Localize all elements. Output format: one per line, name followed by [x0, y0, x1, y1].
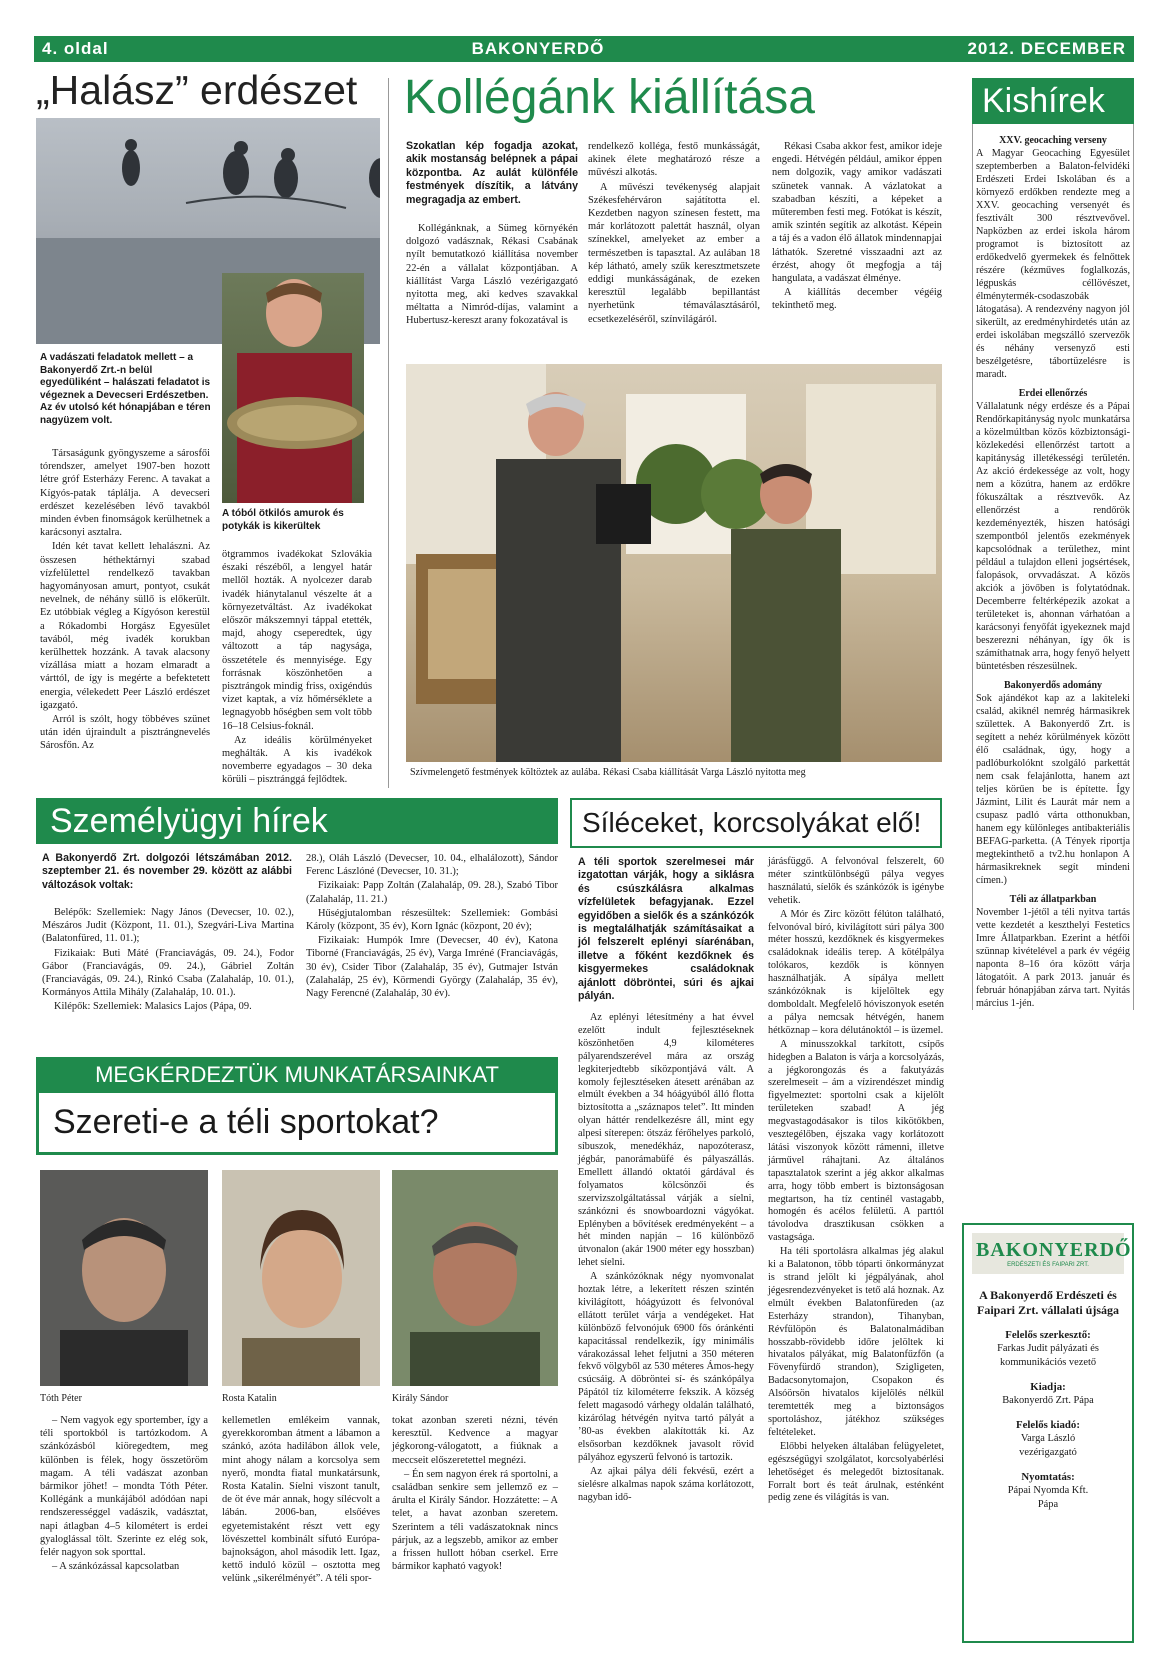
kishirek-text: Sok ajándékot kap az a lakiteleki család, akiknél nemrég hármasikrek születtek. A Bakonyerdő Zrt. is segített a nehéz körülmények között élő családnak, úgy, hogy a padlóburkolóknt szolgáló parkettát nem csak felajánlotta, hanem azt teljes körűen be is építette. Így Jázmint, Lilit és Laurát már nem a csupasz padló várta otthonukban, hanem egy különleges antibakteriális BEFAG-parketta. (A Tények riportja megtekinthető a tv2.hu honlapon A hármasikreknek segít mindeni címen.) [976, 693, 1130, 886]
imprint-value: Pápai Nyomda Kft. Pápa [1007, 1485, 1089, 1510]
paragraph: Hűségjutalomban részesültek: Szellemiek: Gombási Károly (központ, 35 év), Korn Ignác (központ, 20 év); [306, 907, 558, 933]
company-logo [972, 1233, 1132, 1274]
kishirek-title: Kishírek [972, 78, 1134, 124]
interview-col1 [40, 1414, 208, 1574]
paragraph: Fizikaiak: Buti Máté (Franciavágás, 09. 24.), Fodor Gábor (Franciavágás, 09. 24.), Gábriel Zoltán (Franciavágás, 09. 24.), Rinkó Csaba (Zalahaláp, 10. 01.), Kormányos Attila Mihály (Zalahaláp, 10. 01.). [42, 947, 294, 999]
paragraph: Belépők: Szellemiek: Nagy János (Devecser, 10. 02.), Mészáros Judit (Központ, 11. 01.), Szegvári-Liva Martina (Balatonfüred, 11. 01.); [42, 907, 294, 945]
paragraph: A szánkózóknak négy nyomvonalat hoztak létre, a lekerített részen szintén kivilágított, hóágyúzott és felvonóval ellátott terület várja a vendégeket. Hat különböző felvonójuk 6900 fős óránkénti kapacitással rendelkezik, így minimális várakozással lehet feljutni a 350 méteren fekvő völgyből az 530 méteres Ámos-hegy csúcsáig. A döbröntei sí- és szánkópálya Pápától tíz kilométerre fekszik. A község felett magasodó várhegy oldalán található, kizárólag hétvégén nyitva tartó pályát a ’80-as években alakították ki. Az elsősorban kezdőknek javasolt rövid pályához egyszerű felvonó is tartozik. [578, 1271, 754, 1463]
kishirek-text: Vállalatunk négy erdésze és a Pápai Rendőrkapitányság nyolc munkatársa a közelmúltban közös közbiztonsági-közlekedési ellenőrzést tartott a kapitányság illetékességi területén. Az akció érdekessége az volt, hogy nem a közútra, hanem az erdőkre fókuszáltak a résztvevők. Az ellenőrzést a rendőrök kezdeményezték, hiszen hatósági szempontból jelentős ezekmények kapcsolódnak a területhez, mint például a tulajdon elleni jogsértések, falopások, orvvadászat. A közös akciók a jövőben is folytatódnak. Decemberre feltérképezik azokat a területeket is, ahonnan várhatóan a karácsonyi fenyőfát igyekeznek majd beszerezni néhányan, így ők is számíthatnak arra, hogy fenyő helyett büntetésben részesülnek. [976, 401, 1130, 672]
imprint-value: Farkas Judit pályázati és kommunikációs vezető [997, 1343, 1099, 1368]
paragraph: Az eplényi létesítmény a hat évvel ezelőtt indult fejlesztéseknek köszönhetően 4,9 kilométeres pályarendszerével mára az ország legkiterjedtebb síközpontjává vált. A komoly fejlesztéseken átesett arénában az elmúlt években a 34 hóágyúból álló flotta biztosította a „száznapos telet”. Itt minden olyan háttér rendelkezésre áll, mint egy alpesi síterepen: ötszáz férőhelyes parkoló, síbuszok, menedékház, napozóterasz, jégbár, panorámabüfé és pályaszállás. Emellett állandó oktatói gárdával és folyamatos kölcsönzői és szervizszolgáltatással várják a síelni, szánkózni és snowboardozni vágyókat. Eplényben a bővítések eredményeként – a hét minden napján – 16 különböző útvonalon (akár 1900 méter egy hosszban) lehet síelni. [578, 1012, 754, 1269]
portrait-rosta [222, 1170, 380, 1386]
fish-caption: A tóból ötkilós amurok és potykák is kikerültek [222, 508, 344, 532]
imprint-details [972, 1328, 1124, 1512]
kishirek-heading: XXV. geocaching verseny [999, 135, 1107, 146]
paragraph: A művészi tevékenység alapjait Székesfehérváron sajátította el. Kezdetben nagyon színesen festett, ma már korlátozott palettát használ, olyan színekkel, amelyeket az ember a természetben is tapasztal. Az aulában 18 kép látható, amely szűk keresztmetszete eddigi munkásságának, de ezeken keresztül legalább bepillantást nyerhetünk témaválasztásáról, ecsetkezeléséről, színvilágáról. [588, 181, 760, 325]
paragraph: 28.), Oláh László (Devecser, 10. 04., elhalálozott), Sándor Ferenc Lászlóné (Devecser, 10. 31.); [306, 853, 558, 878]
page-header [34, 36, 1134, 62]
logo-subtext: ERDÉSZETI ÉS FAIPARI ZRT. [1007, 1262, 1089, 1268]
paper-name: BAKONYERDŐ [471, 39, 605, 58]
paragraph: Idén két tavat kellett lehalászni. Az összesen héthektárnyi szabad vízfelülettel rendelkező tavakban hagyományosan amurt, pontyot, csukát nevelnek, de néhány süllő is előkerült. Ez utóbbiak végleg a Kígyóson kerestül a Rókadombi Horgász Egyesület tavából, még ivadék korukban kerülhettek hozzánk. A tavak alacsony vízállása miatt a hozam elmaradt a várttól, de így is megérte a befektetett energia, vélekedett Peer László erdészet igazgató. [40, 541, 210, 711]
imprint-value: Bakonyerdő Zrt. Pápa [1002, 1395, 1094, 1406]
sileceket-col1 [578, 1012, 754, 1505]
kishirek-heading: Erdei ellenőrzés [1018, 388, 1088, 399]
kishirek-list [972, 124, 1134, 1010]
szemelyugy-lead: A Bakonyerdő Zrt. dolgozói létszámában 2012. szeptember 21. és november 29. között az alábbi változások voltak: [42, 852, 292, 891]
kishirek-sidebar [972, 78, 1134, 1010]
paragraph: Fizikaiak: Humpók Imre (Devecser, 40 év), Katona Tiborné (Franciavágás, 25 év), Varga Imréné (Franciavágás, 30 év), Csider Tibor (Zalahaláp, 35 év), Gutmajer István (Zalahaláp, 25 év), Körmendi György (Zalahaláp, 35 év), Nagy Ferencné (Zalahaláp, 30 év). [306, 935, 558, 1000]
imprint-box [962, 1223, 1134, 1643]
kiallitas-col2 [588, 140, 760, 327]
halasz-col2 [222, 548, 372, 788]
fish-holder-photo [222, 273, 364, 503]
interview-kicker: MEGKÉRDEZTÜK MUNKATÁRSAINKAT [36, 1057, 558, 1093]
paragraph: Az ajkai pálya déli fekvésű, ezért a síelésre alkalmas napok száma korlátozott, nagyban idő- [578, 1465, 754, 1503]
exhibition-photo [406, 364, 942, 762]
interview-col2 [222, 1414, 380, 1587]
halasz-title: „Halász” erdészet [36, 67, 358, 113]
paragraph: A Mór és Zirc között félúton található, felvonóval bíró, kivilágított súri pálya 300 méter hosszú, kezdőknek és kisgyermekes családoknak ideális terep. A kötélpálya tolókaros, kezdők is könnyen használhatják. A sípálya mellett szánkózóknak is kijelöltek egy domboldalt. Megfelelő hóviszonyok esetén a pálya nemcsak hétvégén, hanem hétköznap – kora délutánoktól – is üzemel. [768, 908, 944, 1036]
interview-title: Szereti-e a téli sportokat? [36, 1093, 558, 1155]
portrait-kiraly [392, 1170, 558, 1386]
exhibition-caption: Szívmelengető festmények költöztek az aulába. Rékasi Csaba kiállítását Varga László nyitotta meg [410, 767, 806, 778]
interview-col3 [392, 1414, 558, 1574]
halasz-col1 [40, 447, 210, 754]
kiallitas-col1 [406, 222, 578, 329]
paragraph: tokat azonban szereti nézni, tévén keresztül. Kedvence a magyar jégkorong-válogatott, a fiúknak a meccseit előszeretettel megnézi. [392, 1415, 558, 1466]
imprint-label: Nyomtatás: [1021, 1471, 1075, 1483]
szemelyugy-title: Személyügyi hírek [36, 798, 558, 844]
paragraph: Az ideális körülményeket meghálták. A kis ivadékok novemberre egyadagos – 30 deka körüli – pisztránggá fejlődtek. [222, 734, 372, 786]
imprint-label: Felelős kiadó: [1016, 1419, 1080, 1431]
name-rosta: Rosta Katalin [222, 1393, 277, 1404]
name-toth: Tóth Péter [40, 1393, 82, 1404]
paragraph: ötgrammos ivadékokat Szlovákia északi részéből, a lengyel határ mellől hozták. A nyolcezer darab ivadék hiánytalanul vészelte át a környezetváltást. Az ivadékokat először mákszemnyi táppal etették, majd, ahogy cseperedtek, úgy változott a táp nagysága, összetétele és mennyisége. Egy forrásnak köszönhetően a pisztrángok mindig friss, oxigéndús vizet kaptak, a víz hőmérséklete a legnagyobb hőségben sem volt több 16–18 Celsius-foknál. [222, 549, 372, 732]
paragraph: Kilépők: Szellemiek: Malasics Lajos (Pápa, 09. [54, 1001, 252, 1013]
paragraph: – Nem vagyok egy sportember, így a téli sportokból is tartózkodom. A szánkózásból kiöregedtem, meg különben is félek, hogy összetöröm magam. A téli vadászat azonban bármikor jöhet! – mondta Tóth Péter. Kollégánk a munkájából adódóan napi rendszerességgel vadászik, vadásztat, napi átlagban 4–5 kilométert is erdei gyaloglással tölt. Szerinte ez elég sok, felér nagyon sok sporttal. [40, 1415, 208, 1559]
page-number: 4. oldal [42, 39, 109, 58]
fishing-caption: A vadászati feladatok mellett – a Bakonyerdő Zrt.-n belül egyedüliként – halászati feladatot is végeznek a Devecseri Erdészetben. Az év utolsó két hónapjában e téren nagyüzem volt. [40, 352, 211, 426]
paragraph: A minusszokkal tarkított, csípős hidegben a Balaton is várja a korcsolyázás, a jégkorongozás és a fakutyázás szerelmeseit – ám a vízirendészet mindig figyelmeztet: sportolni csak a kijelölt területeken szabad! A jég megvastagodásakor is tilos kikötőkben, vesztegélőben, éjszaka vagy korlátozott látási viszonyok között rámenni, illetve járművel ráhajtani. Az általános tapasztalatok szerint a jég akkor alkalmas arra, hogy több embert is biztonságosan megtartson, ha tíz centinél vastagabb, homogén és acélos felületű. A parttól távolodva drasztikusan csökken a vastagsága. [768, 1038, 944, 1244]
paragraph: Előbbi helyeken általában felügyeletet, egészségügyi szolgálatot, korcsolyabérlési lehetőséget és melegedőt biztosítanak. Forralt bort és teát árulnak, esténként pedig zene és világítás is van. [768, 1440, 944, 1504]
kiallitas-col3 [772, 140, 942, 314]
kishirek-heading: Bakonyerdős adomány [1003, 680, 1103, 691]
paragraph: rendelkező kolléga, festő munkásságát, akinek élete meghatározó része a művészi alkotás. [588, 141, 760, 179]
kiallitas-title: Kollégánk kiállítása [404, 71, 815, 124]
portrait-toth [40, 1170, 208, 1386]
issue-date: 2012. DECEMBER [967, 39, 1126, 58]
paragraph: Társaságunk gyöngyszeme a sárosfői tórendszer, amelyet 1907-ben hozott létre gróf Esterházy Ferenc. A tavakat a Kígyós-patak táplálja. A devecseri erdészet kezelésében lévő tavakból minden évben finomságok kerülhetnek a karácsonyi asztalra. [40, 448, 210, 539]
paragraph: – Én sem nagyon érek rá sportolni, a családban senkire sem jellemző ez – árulta el Király Sándor. Hozzátette: – A telet, a havat azonban szeretem. Szerintem a téli vadászatoknak nincs párjuk, az a legszebb, amikor az ember a frissen hullott hóban cserkel. Erre bármikor kapható vagyok! [392, 1468, 558, 1573]
szemelyugy-col2 [306, 852, 558, 1001]
paragraph: A kiállítás december végéig tekinthető meg. [772, 287, 942, 312]
paragraph: járásfüggő. A felvonóval felszerelt, 60 méter szintkülönbségű pálya vegyes használatú, síelők és szánkózók is igénybe vehetik. [768, 856, 944, 906]
paragraph: kellemetlen emlékeim vannak, gyerekkoromban átment a lábamon a szánkó, azóta hadilábon állok vele, mint ahogy nálam a korcsolya sem nyerő, mondta fiatal munkatársunk, Rosta Katalin. Síelni viszont tanult, de öt éve már annak, hogy sílécvolt a lábán. 2006-ban, elsőéves egyetemistaként részt vett egy lövészettel kombinált sífutó Európa-bajnokságon, ahol második lett. Igaz, kettő induló közül – osztotta meg velünk „sikerélményét”. A téli spor- [222, 1415, 380, 1585]
paragraph: Arról is szólt, hogy többéves szünet után idén újraindult a pisztrángnevelés Sárosfőn. Az [40, 714, 210, 752]
paragraph: – A szánkózással kapcsolatban [52, 1561, 180, 1573]
imprint-title: A Bakonyerdő Erdészeti és Faipari Zrt. vállalati újsága [977, 1288, 1119, 1317]
paragraph: Rékasi Csaba akkor fest, amikor ideje engedi. Hétvégén például, amikor éppen nem dolgozik, vagy amikor vadászati szünetek vannak. A vázlatokat a szabadban készíti, a képeket a műteremben festi meg. Fotókat is készít, amik szintén segítik az alkotást. Képein a táj és a vadon élő állatok mindennapjai láthatók. Szeretné visszaadni azt az érzést, ahogy őt megfogja a táj hangulata, a vadászat élménye. [772, 141, 942, 285]
column-divider [388, 78, 389, 788]
paragraph: Kollégánknak, a Sümeg környékén dolgozó vadásznak, Rékasi Csabának nyílt bemutatkozó kiállítása november 22-én a vállalat központjában. A kiállítást Varga László vezérigazgató nyitotta meg, aki kedves szavakkal méltatta a Nimród-díjas, valamint a Hubertusz-kereszt arany fokozatával is [406, 223, 578, 327]
kiallitas-lead: Szokatlan kép fogadja azokat, akik mostanság belépnek a pápai központba. Az aulát különféle festmények díszítik, a látvány megragadja az embert. [406, 140, 578, 206]
sileceket-col2 [768, 856, 944, 1506]
paragraph: Ha téli sportolásra alkalmas jég alakul ki a Balatonon, több tóparti önkormányzat is strand jelölt ki jégpályának, ahol jégesrendezvényeket is tető alá hoznak. Az elmúlt években Balatonfüreden (az Esterházy strandon), Tihanyban, Révfülöpön és Balatonalmádiban hosszabb-rövidebb időre jelöltek ki hivatalos pályákat, míg Balatonfűzfőn (a Fövenyfürdő strandon), Szigligeten, Badacsonytomajon, Csopakon és Alsóörsön hivatalos kijelölés nélkül teremtették meg a biztonságos sportoláshoz, játékhoz szükséges feltételeket. [768, 1246, 944, 1438]
name-kiraly: Király Sándor [392, 1393, 449, 1404]
imprint-label: Felelős szerkesztő: [1005, 1329, 1091, 1341]
sileceket-title: Síléceket, korcsolyákat elő! [570, 798, 942, 848]
kishirek-heading: Téli az állatparkban [1009, 894, 1097, 905]
kishirek-text: A Magyar Geocaching Egyesület szeptemberben a Balaton-felvidéki Erdészeti Erdei Iskolában és a környező erdőkben rendezte meg a XXV. geocaching versenyét és fesztivált 300 résztvevővel. Napközben az erdei iskola három programot is biztosított az erdőkedvelő gyermekek és felnőttek részére (kézműves foglalkozás, légpuskás céllövészet, élménytermék-csodaszobák látogatása). A rendezvény nagyon jól sikerült, az eredményhirdetés után az erdei iskolában megszálló szervezők és néhány versenyző esti beszélgetésre, tábortüzelésre is maradt. [976, 148, 1130, 380]
logo-text: BAKONYERDŐ [976, 1239, 1132, 1261]
kishirek-text: November 1-jétől a téli nyitva tartás vette kezdetét a keszthelyi Festetics Imre Állatparkban. Ezerint a hétfői szünnap kivételével a park év végéig naponta 8–16 óra között várja látogatóit. A park 2013. január és február hónapjában zárva tart. Nyitás március 1-jén. [976, 907, 1130, 1009]
imprint-value: Varga László vezérigazgató [1019, 1433, 1077, 1458]
sileceket-lead: A téli sportok szerelmesei már izgatottan várják, hogy a siklásra és csúszkálásra alkalmas vízfelületek befagyjanak. Ezzel egyidőben a sielők és a szánkózók is megtalálhatják számításaikat a jól felszerelt eplényi síarénában, illetve a főként kezdőknek és kisgyermekes családoknak ajánlott döbröntei, súri és ajkai pályán. [578, 856, 754, 1003]
paragraph: Fizikaiak: Papp Zoltán (Zalahaláp, 09. 28.), Szabó Tibor (Zalahaláp, 11. 21.) [306, 880, 558, 905]
imprint-label: Kiadja: [1030, 1381, 1066, 1393]
szemelyugy-col1 [42, 906, 294, 1015]
